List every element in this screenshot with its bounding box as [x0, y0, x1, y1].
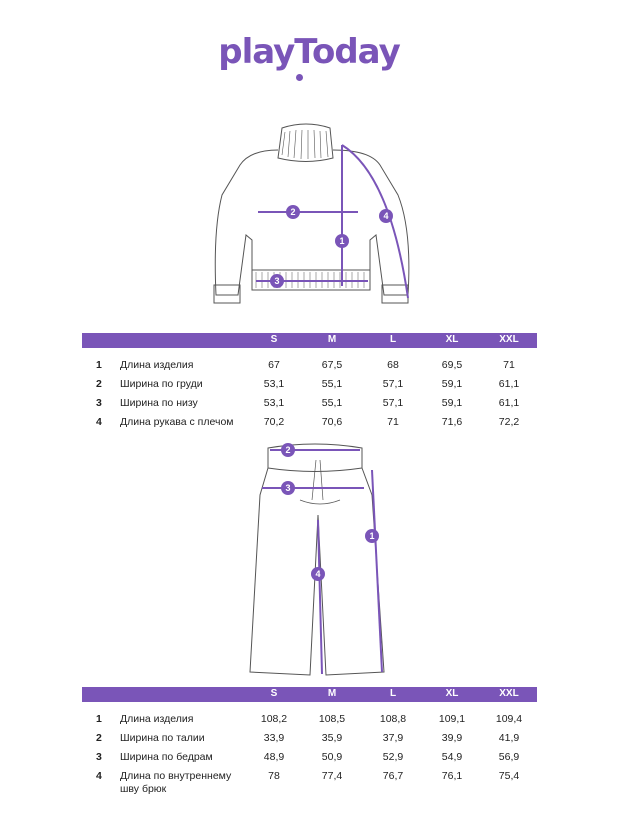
row-label: Длина изделия	[120, 359, 194, 371]
row-label: Длина рукава с плечом	[120, 416, 234, 428]
sweater-marker-1: 1	[339, 236, 345, 246]
cell-value: 72,2	[498, 416, 520, 428]
pants-marker-2: 2	[285, 445, 291, 455]
cell-value: 48,9	[263, 751, 285, 763]
row-number: 4	[96, 416, 102, 428]
row-number: 3	[96, 751, 102, 763]
cell-value: 53,1	[263, 397, 285, 409]
size-header: S	[270, 334, 278, 345]
cell-value: 55,1	[321, 378, 343, 390]
cell-value: 37,9	[382, 732, 404, 744]
size-header: S	[270, 688, 278, 699]
cell-value: 39,9	[441, 732, 463, 744]
row-number: 2	[96, 378, 102, 390]
cell-value: 109,4	[495, 713, 523, 725]
cell-value: 55,1	[321, 397, 343, 409]
cell-value: 71,6	[441, 416, 463, 428]
cell-value: 108,8	[379, 713, 407, 725]
cell-value: 77,4	[321, 770, 343, 782]
size-header: M	[327, 334, 337, 345]
cell-value: 59,1	[441, 378, 463, 390]
cell-value: 69,5	[441, 359, 463, 371]
row-label: Длина изделия	[120, 713, 194, 725]
sweater-marker-3: 3	[274, 276, 280, 286]
cell-value: 52,9	[382, 751, 404, 763]
cell-value: 75,4	[498, 770, 520, 782]
table-row	[82, 710, 537, 729]
cell-value: 76,1	[441, 770, 463, 782]
table-row	[82, 767, 537, 799]
cell-value: 33,9	[263, 732, 285, 744]
table-row	[82, 394, 537, 413]
sweater-diagram	[0, 115, 618, 315]
table-header	[82, 333, 537, 348]
pants-marker-3: 3	[285, 483, 291, 493]
pants-marker-1: 1	[369, 531, 375, 541]
cell-value: 35,9	[321, 732, 343, 744]
cell-value: 109,1	[438, 713, 466, 725]
cell-value: 61,1	[498, 378, 520, 390]
cell-value: 41,9	[498, 732, 520, 744]
table-row	[82, 375, 537, 394]
cell-value: 61,1	[498, 397, 520, 409]
row-number: 2	[96, 732, 102, 744]
row-label: Длина по внутреннему шву брюк	[120, 770, 232, 795]
cell-value: 71	[387, 416, 399, 428]
cell-value: 54,9	[441, 751, 463, 763]
size-header: XL	[445, 334, 459, 345]
row-number: 3	[96, 397, 102, 409]
row-label: Ширина по бедрам	[120, 751, 213, 763]
table-row	[82, 729, 537, 748]
cell-value: 57,1	[382, 397, 404, 409]
cell-value: 76,7	[382, 770, 404, 782]
cell-value: 50,9	[321, 751, 343, 763]
cell-value: 67,5	[321, 359, 343, 371]
cell-value: 71	[503, 359, 515, 371]
cell-value: 108,5	[318, 713, 346, 725]
sweater-size-table	[82, 333, 537, 432]
sweater-marker-2: 2	[290, 207, 296, 217]
cell-value: 108,2	[260, 713, 288, 725]
cell-value: 59,1	[441, 397, 463, 409]
cell-value: 70,6	[321, 416, 343, 428]
table-row	[82, 356, 537, 375]
row-number: 1	[96, 359, 102, 371]
row-number: 4	[96, 770, 102, 782]
cell-value: 70,2	[263, 416, 285, 428]
cell-value: 56,9	[498, 751, 520, 763]
sweater-marker-4: 4	[383, 211, 389, 221]
logo-dot	[296, 74, 303, 81]
table-row	[82, 748, 537, 767]
cell-value: 67	[268, 359, 280, 371]
pants-diagram	[0, 438, 618, 683]
pants-size-table	[82, 687, 537, 799]
cell-value: 57,1	[382, 378, 404, 390]
size-header: M	[327, 688, 337, 699]
cell-value: 68	[387, 359, 399, 371]
size-header: XL	[445, 688, 459, 699]
size-header: XXL	[499, 334, 519, 345]
cell-value: 53,1	[263, 378, 285, 390]
row-label: Ширина по груди	[120, 378, 203, 390]
row-label: Ширина по низу	[120, 397, 198, 409]
pants-marker-4: 4	[315, 569, 321, 579]
table-header	[82, 687, 537, 702]
size-header: L	[389, 688, 397, 699]
table-row	[82, 413, 537, 432]
cell-value: 78	[268, 770, 280, 782]
size-header: XXL	[499, 688, 519, 699]
size-header: L	[389, 334, 397, 345]
row-label: Ширина по талии	[120, 732, 205, 744]
row-number: 1	[96, 713, 102, 725]
brand-logo: playToday	[218, 32, 400, 72]
